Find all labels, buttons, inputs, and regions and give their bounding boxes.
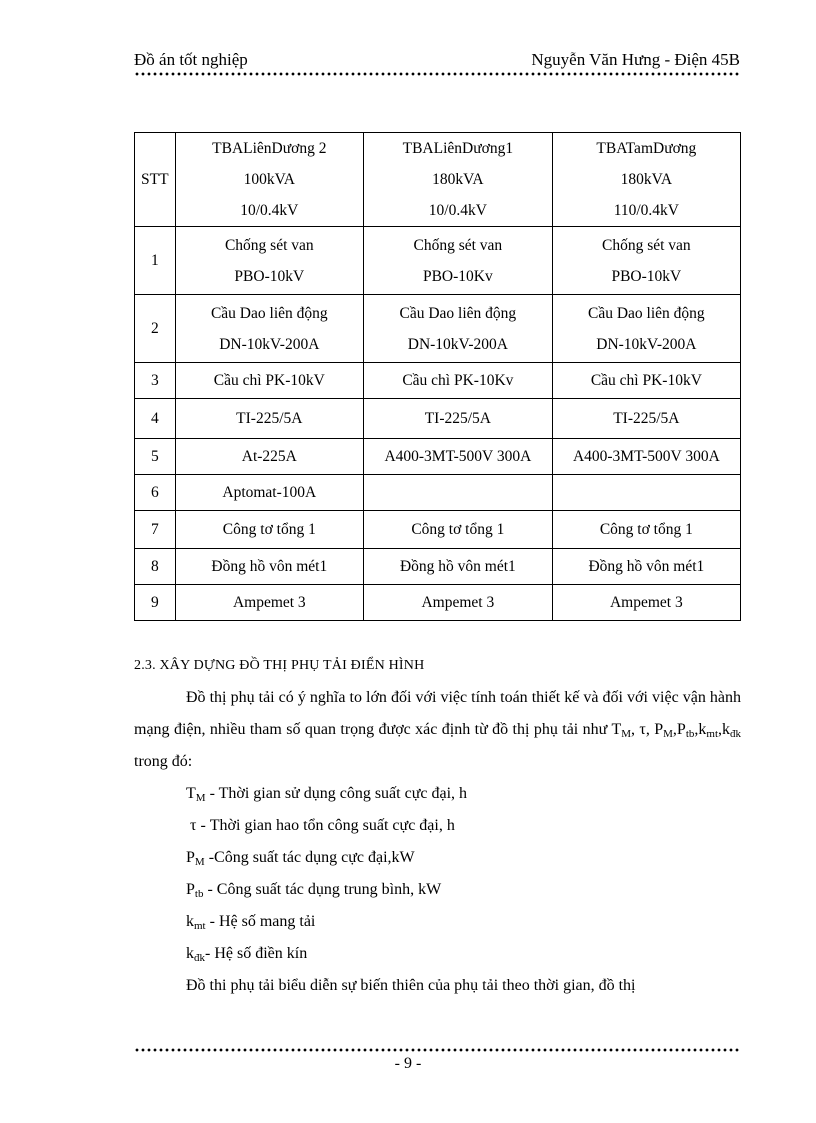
column-header-tba-lien-duong-2: [175, 133, 363, 227]
header-author: Nguyễn Văn Hưng - Điện 45B: [531, 50, 740, 69]
definition-text: - Hệ số điền kín: [205, 945, 308, 962]
table-cell: Ampemet 3: [552, 585, 740, 621]
paragraph-text: Đồ thị phụ tải có ý nghĩa to lớn đối với việc tính toán thiết kế và đối với việc vận hành mạng điện, nhiều tham số quan trọng được xác định từ đồ thị: [134, 689, 741, 738]
table-row: [135, 399, 741, 439]
stt-cell: 3: [135, 363, 176, 399]
table-cell: TI-225/5A: [364, 399, 553, 439]
cell-line: PBO-10kV: [234, 267, 305, 285]
column-header-line: TBALiênDương1: [402, 140, 514, 157]
table-cell: A400-3MT-500V 300A: [364, 439, 553, 475]
stt-cell: 7: [135, 511, 176, 549]
stt-cell: 9: [135, 585, 176, 621]
table-cell: Aptomat-100A: [175, 475, 363, 511]
table-cell: Cầu chì PK-10kV: [552, 363, 740, 399]
column-header-line: TBATamDương: [596, 140, 697, 157]
cell-line: Cầu Dao liên động: [399, 304, 517, 322]
table-row: [135, 511, 741, 549]
column-header-line: 180kVA: [620, 171, 673, 188]
subscript: M: [195, 792, 206, 804]
table-cell: TI-225/5A: [552, 399, 740, 439]
table-cell: Công tơ tổng 1: [175, 511, 363, 549]
subscript: M: [621, 728, 631, 740]
table-cell: TI-225/5A: [175, 399, 363, 439]
definition-text: - Công suất tác dụng trung bình, kW: [203, 881, 442, 898]
paragraph-text: ,P: [672, 721, 686, 738]
cell-line: DN-10kV-200A: [219, 335, 320, 353]
table-row: [135, 227, 741, 295]
section-body: [134, 650, 741, 1002]
stt-cell: 8: [135, 549, 176, 585]
table-cell: Cầu chì PK-10kV: [175, 363, 363, 399]
definition-text: - Thời gian hao tổn công suất cực đại, h: [196, 817, 455, 834]
footer-dotted-rule: [134, 1048, 740, 1052]
definition-text: - Hệ số mang tải: [205, 913, 316, 930]
subscript: M: [194, 856, 205, 868]
cell-line: PBO-10kV: [611, 267, 682, 285]
header-title: Đồ án tốt nghiệp: [134, 50, 248, 69]
definition-text: -Công suất tác dụng cực đại,kW: [204, 849, 415, 866]
definition-ptb: [134, 874, 741, 906]
subscript: tb: [685, 728, 695, 740]
cell-line: Cầu Dao liên động: [210, 304, 328, 322]
table-cell: Ampemet 3: [364, 585, 553, 621]
paragraph-text: ,k: [694, 721, 707, 738]
table-cell: A400-3MT-500V 300A: [552, 439, 740, 475]
subscript: tb: [194, 888, 204, 900]
table-cell: Đồng hồ vôn mét1: [175, 549, 363, 585]
cell-line: Cầu Dao liên động: [588, 304, 705, 322]
page-number: - 9 -: [394, 1055, 422, 1072]
table-cell: At-225A: [175, 439, 363, 475]
table-cell: [175, 295, 363, 363]
stt-cell: 2: [135, 295, 176, 363]
cell-line: PBO-10Kv: [422, 267, 493, 285]
definition-tau: [134, 810, 741, 842]
column-header-line: 180kVA: [432, 171, 484, 188]
symbol: k: [186, 945, 194, 962]
table-cell: [364, 295, 553, 363]
paragraph-text: , τ, P: [631, 721, 664, 738]
column-header-tba-tam-duong: [552, 133, 740, 227]
definition-kmt: [134, 906, 741, 938]
symbol: P: [186, 881, 195, 898]
table-cell: Công tơ tổng 1: [364, 511, 553, 549]
column-header-line: 10/0.4kV: [240, 202, 299, 219]
table-cell: Đồng hồ vôn mét1: [364, 549, 553, 585]
column-header-line: TBALiênDương 2: [212, 140, 327, 157]
definition-pm: [134, 842, 741, 874]
table-row: [135, 475, 741, 511]
cell-line: DN-10kV-200A: [407, 335, 508, 353]
column-header-tba-lien-duong-1: [364, 133, 553, 227]
table-cell: [552, 227, 740, 295]
table-cell: Công tơ tổng 1: [552, 511, 740, 549]
table-header-row: [135, 133, 741, 227]
table-cell: [552, 295, 740, 363]
table-row: [135, 295, 741, 363]
stt-cell: 1: [135, 227, 176, 295]
subscript: mt: [194, 920, 206, 932]
definition-tm: [134, 778, 741, 810]
stt-cell: 4: [135, 399, 176, 439]
table-cell: [364, 475, 553, 511]
equipment-table: [134, 132, 741, 621]
table-cell: [552, 475, 740, 511]
stt-cell: 5: [135, 439, 176, 475]
header-dotted-rule: [134, 72, 740, 76]
table-row: [135, 549, 741, 585]
symbol: k: [186, 913, 194, 930]
paragraph-text: phụ tải như T: [533, 721, 622, 738]
paragraph-text: trong đó:: [134, 753, 193, 770]
stt-header: STT: [135, 133, 176, 227]
symbol: τ: [190, 817, 197, 834]
table-cell: Ampemet 3: [175, 585, 363, 621]
definition-kdk: [134, 938, 741, 970]
subscript: M: [663, 728, 673, 740]
table-cell: [175, 227, 363, 295]
symbol: P: [186, 849, 195, 866]
subscript: đk: [730, 728, 742, 740]
cell-line: Chống sét van: [224, 236, 314, 254]
paragraph-text: ,k: [718, 721, 731, 738]
table-row: [135, 585, 741, 621]
table-cell: Đồng hồ vôn mét1: [552, 549, 740, 585]
subscript: mt: [706, 728, 719, 740]
subscript: đk: [194, 952, 205, 964]
symbol: T: [186, 785, 196, 802]
definition-text: - Thời gian sử dụng công suất cực đại, h: [205, 785, 468, 802]
table-row: [135, 439, 741, 475]
column-header-line: 10/0.4kV: [428, 202, 487, 219]
paragraph-intro: [134, 682, 741, 778]
table-row: [135, 363, 741, 399]
section-title: 2.3. XÂY DỰNG ĐỒ THỊ PHỤ TẢI ĐIỂN HÌNH: [134, 658, 425, 673]
column-header-line: 110/0.4kV: [613, 202, 679, 219]
column-header-line: 100kVA: [243, 171, 295, 188]
cell-line: Chống sét van: [413, 236, 503, 254]
paragraph-closing: Đồ thi phụ tải biểu diễn sự biến thiên của phụ tải theo thời gian, đồ thị: [186, 977, 636, 994]
cell-line: Chống sét van: [602, 236, 691, 254]
table-cell: Cầu chì PK-10Kv: [364, 363, 553, 399]
cell-line: DN-10kV-200A: [596, 335, 697, 353]
stt-cell: 6: [135, 475, 176, 511]
table-cell: [364, 227, 553, 295]
